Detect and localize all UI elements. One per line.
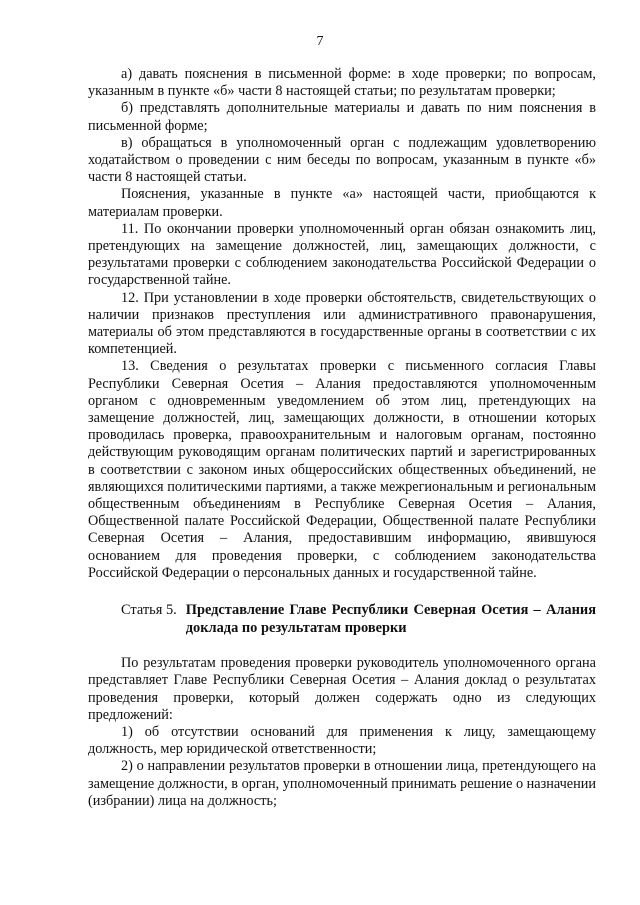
article-title: Представление Главе Республики Северная Осетия – Алания доклада по результатам проверки (185, 602, 596, 636)
document-body (88, 66, 596, 810)
paragraph-proposal-1: 1) об отсутствии оснований для применения к лицу, замещающему должность, мер юридической ответственности; (88, 723, 596, 758)
article-label: Статья 5. (121, 602, 177, 619)
paragraph-proposal-2: 2) о направлении результатов проверки в отношении лица, претендующего на замещение должности, в орган, уполномоченный принимать решение о назначении (избрании) лица на должность; (88, 758, 597, 809)
article-5-heading (88, 602, 596, 637)
paragraph-13: 13. Сведения о результатах проверки с письменного согласия Главы Республики Северная Осетия – Алания предоставляются уполномоченным органом с одновременным уведомлением об этом лиц, претендующих на замещение должностей, лиц, замещающих должности, в отношении которых проводилась проверка, правоохранительным и налоговым органам, постоянно действующим руководящим органам политических партий и зарегистрированных в соответствии с законом иных общероссийских общественных объединений, не являющихся политическими партиями, а также межрегиональным и региональным общественным объединениям в Республике Северная Осетия – Алания, Общественной палате Российской Федерации, Общественной палате Республики Северная Осетия – Алания, предоставившим информацию, явившуюся основанием для проведения проверки, с соблюдением законодательства Российской Федерации о персональных данных и государственной тайне. (88, 358, 596, 581)
paragraph-10a: а) давать пояснения в письменной форме: в ходе проверки; по вопросам, указанным в пункте «б» части 8 настоящей статьи; по результатам проверки; (88, 66, 596, 100)
paragraph-10c: в) обращаться в уполномоченный орган с подлежащим удовлетворению ходатайством о проведении с ним беседы по вопросам, указанным в пункте «б» части 8 настоящей статьи. (88, 134, 596, 186)
paragraph-11: 11. По окончании проверки уполномоченный орган обязан ознакомить лиц, претендующих на замещение должностей, лиц, замещающих должности, с результатами проверки с соблюдением законодательства Российской Федерации о государственной тайне. (88, 220, 596, 289)
paragraph-12: 12. При установлении в ходе проверки обстоятельств, свидетельствующих о наличии признаков преступления или административного правонарушения, материалы об этом представляются в государственные органы в соответствии с их компетенцией. (88, 289, 596, 358)
page-number: 7 (316, 34, 324, 49)
paragraph-explanations: Пояснения, указанные в пункте «а» настоящей части, приобщаются к материалам проверки. (88, 186, 596, 220)
paragraph-report-intro: По результатам проведения проверки руководитель уполномоченного органа представляет Главе Республики Северная Осетия – Алания доклад о результатах проведения проверки, который должен содержать одно из следующих предложений: (88, 655, 596, 723)
paragraph-10b: б) представлять дополнительные материалы и давать по ним пояснения в письменной форме; (88, 100, 596, 134)
